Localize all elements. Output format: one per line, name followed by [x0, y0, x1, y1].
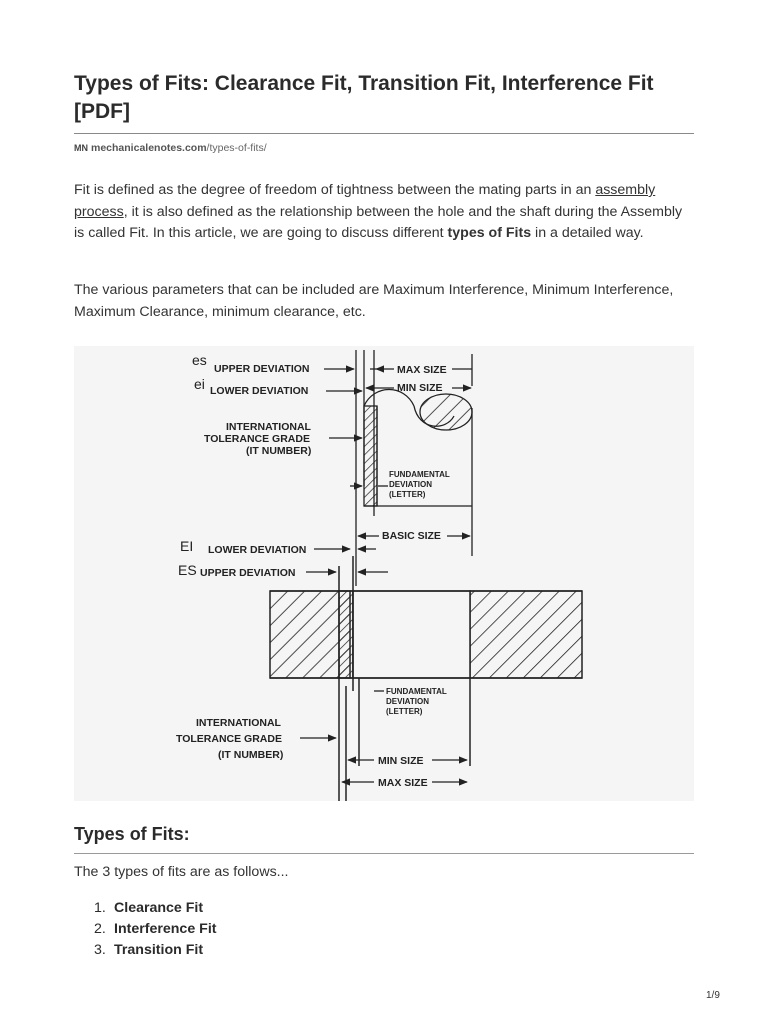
intro-paragraph: [74, 180, 694, 245]
parameters-paragraph: The various parameters that can be included are Maximum Interference, Minimum Interference, Maximum Clearance, minimum clearance, etc.: [74, 282, 674, 320]
label-itg-bot-2: TOLERANCE GRADE: [176, 733, 282, 745]
hole-drawing: [270, 556, 582, 801]
list-item: 1. Clearance Fit: [94, 900, 204, 916]
label-itg-top-3: (IT NUMBER): [246, 445, 312, 457]
label-fund-bot-3: (LETTER): [386, 707, 423, 716]
label-fund-bot-1: FUNDAMENTAL: [386, 687, 447, 696]
source-line: [74, 142, 267, 154]
site-logo-icon: MN: [74, 143, 88, 153]
symbol-EI: EI: [180, 538, 194, 554]
section-lead: The 3 types of fits are as follows...: [74, 864, 289, 880]
label-lower-deviation-top: LOWER DEVIATION: [210, 385, 309, 397]
fits-diagram-svg: [74, 346, 694, 801]
label-upper-deviation-mid: UPPER DEVIATION: [200, 567, 296, 579]
label-itg-bot-3: (IT NUMBER): [218, 749, 284, 761]
fits-list: [74, 898, 217, 961]
assembly-process-link[interactable]: assembly process: [74, 182, 656, 220]
page-title: Types of Fits: Clearance Fit, Transition Fit, Interference Fit [PDF]: [74, 72, 654, 123]
page-number: 1/9: [706, 990, 720, 1001]
fits-diagram: [74, 346, 694, 801]
label-fund-bot-2: DEVIATION: [386, 697, 429, 706]
label-itg-top-2: TOLERANCE GRADE: [204, 433, 310, 445]
source-domain-link[interactable]: mechanicalenotes.com: [91, 142, 207, 154]
label-lower-deviation-mid: LOWER DEVIATION: [208, 544, 307, 556]
list-item: 2. Interference Fit: [94, 921, 217, 937]
title-divider: [74, 133, 694, 134]
intro-text-2: , it is also defined as the relationship between the hole and the shaft during the Assembly is called Fit. In this article, we are going to discuss different: [74, 203, 683, 241]
list-item: 3. Transition Fit: [94, 942, 204, 958]
label-max-size-bot: MAX SIZE: [378, 777, 428, 789]
list-item-clearance-fit: Clearance Fit: [114, 900, 204, 916]
label-itg-bot-1: INTERNATIONAL: [196, 717, 281, 729]
label-itg-top-1: INTERNATIONAL: [226, 421, 311, 433]
intro-text-1: Fit is defined as the degree of freedom of tightness between the mating parts in an: [74, 182, 596, 198]
label-fund-top-2: DEVIATION: [389, 480, 432, 489]
source-path: /types-of-fits/: [206, 142, 267, 154]
section-divider: [74, 853, 694, 854]
symbol-es: es: [192, 352, 207, 368]
symbol-ES: ES: [178, 562, 197, 578]
label-max-size-top: MAX SIZE: [397, 364, 447, 376]
intro-text-3: in a detailed way.: [531, 225, 644, 241]
label-fund-top-3: (LETTER): [389, 490, 426, 499]
label-upper-deviation-top: UPPER DEVIATION: [214, 363, 310, 375]
list-item-transition-fit: Transition Fit: [114, 942, 204, 958]
label-basic-size: BASIC SIZE: [382, 530, 441, 542]
list-item-interference-fit: Interference Fit: [114, 921, 217, 937]
symbol-ei: ei: [194, 376, 205, 392]
label-min-size-bot: MIN SIZE: [378, 755, 424, 767]
label-fund-top-1: FUNDAMENTAL: [389, 470, 450, 479]
types-of-fits-bold: types of Fits: [447, 225, 532, 241]
section-heading: Types of Fits:: [74, 824, 190, 844]
label-min-size-top: MIN SIZE: [397, 382, 443, 394]
